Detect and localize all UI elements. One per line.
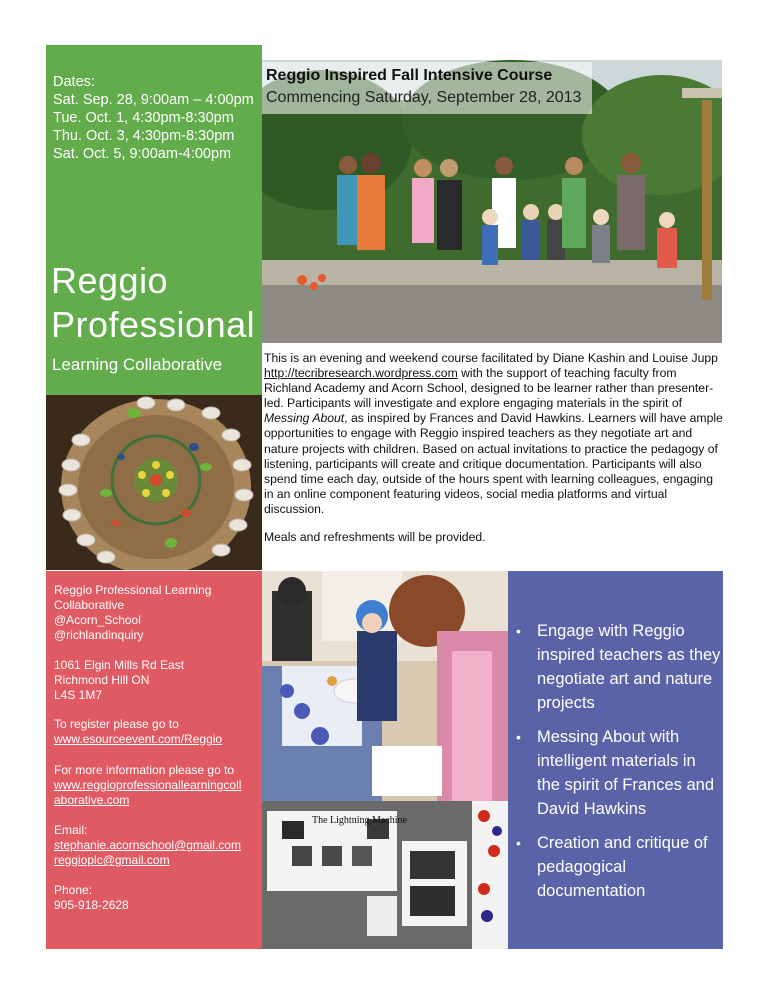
list-item-text: Engage with Reggio inspired teachers as they negotiate art and nature projects: [537, 622, 721, 712]
org-name-line: Reggio Professional Learning: [54, 583, 212, 597]
highlights-list: [516, 619, 721, 913]
mandala-illustration: [46, 395, 262, 570]
info-link-part: aborative.com: [54, 793, 130, 807]
email-link[interactable]: stephanie.acornschool@gmail.com: [54, 838, 241, 852]
address-line: 1061 Elgin Mills Rd East: [54, 658, 185, 672]
more-info: [54, 763, 259, 808]
email-info: [54, 823, 259, 868]
phone-info: [54, 883, 259, 913]
dates-panel: [46, 45, 262, 395]
meals-note: Meals and refreshments will be provided.: [264, 530, 486, 544]
nature-mandala-photo: [46, 395, 262, 570]
org-info: [54, 583, 259, 643]
list-item: [516, 725, 721, 821]
info-link[interactable]: [54, 778, 241, 807]
address-line: L4S 1M7: [54, 688, 103, 702]
date-line: Sat. Oct. 5, 9:00am-4:00pm: [53, 146, 232, 162]
twitter-handle: @richlandinquiry: [54, 628, 144, 642]
description-italic: Messing About: [264, 411, 345, 426]
date-line: Tue. Oct. 1, 4:30pm-8:30pm: [53, 110, 234, 126]
register-info: [54, 717, 259, 747]
date-line: Thu. Oct. 3, 4:30pm-8:30pm: [53, 128, 235, 144]
blog-link[interactable]: http://tecribresearch.wordpress.com: [264, 366, 458, 381]
phone-label: Phone:: [54, 883, 93, 897]
course-description: [264, 351, 724, 517]
title-line-1: Reggio: [51, 260, 169, 301]
address-line: Richmond Hill ON: [54, 673, 150, 687]
description-text: , as inspired by Frances and David Hawkins. Learners will have ample opportunities to engage with Reggio inspired teachers as they negotiate art and nature projects with children. Based on actual invitations to practice the pedagogy of listening, participants will create and critique documentation. Participants will also spend time each day, outside of the hours spent with learning colleagues, engaging in an online component featuring videos, social media platforms and virtual discussion.: [264, 411, 723, 516]
list-item: [516, 619, 721, 715]
board-title: The Lightning Machine: [312, 815, 407, 826]
highlights-panel: [508, 571, 723, 949]
address: [54, 658, 259, 703]
bullet-icon: •: [516, 623, 521, 639]
description-text: This is an evening and weekend course facilitated by Diane Kashin and Louise Jupp: [264, 351, 718, 365]
register-link[interactable]: www.esourceevent.com/Reggio: [54, 732, 223, 746]
light-table-illustration: [262, 571, 508, 801]
title-line-2: Professional: [51, 304, 256, 345]
dates-list: [53, 73, 254, 163]
documentation-board-photo: [262, 801, 508, 949]
contact-panel: [46, 571, 262, 949]
list-item: [516, 831, 721, 903]
email-link[interactable]: reggioplc@gmail.com: [54, 853, 170, 867]
course-title: Reggio Inspired Fall Intensive Course: [266, 67, 553, 84]
register-label: To register please go to: [54, 717, 179, 731]
info-label: For more information please go to: [54, 763, 235, 777]
description-text: with the support of teaching faculty from Richland Academy and Acorn School, designed to be learner rather than presenter-led. Participants will investigate and explore engaging materials in the spirit of: [264, 366, 714, 411]
bullet-icon: •: [516, 835, 521, 851]
light-table-photo: [262, 571, 508, 801]
bullet-icon: •: [516, 729, 521, 745]
dates-heading: Dates:: [53, 74, 95, 90]
phone-number: 905-918-2628: [54, 898, 129, 912]
info-link-part: www.reggioprofessionallearningcoll: [54, 778, 242, 792]
list-item-text: Creation and critique of pedagogical documentation: [537, 834, 708, 900]
email-label: Email:: [54, 823, 88, 837]
list-item-text: Messing About with intelligent materials in the spirit of Frances and David Hawkins: [537, 728, 715, 818]
twitter-handle: @Acorn_School: [54, 613, 141, 627]
page-title: [51, 259, 255, 347]
page-subtitle: Learning Collaborative: [52, 355, 223, 374]
org-name-line: Collaborative: [54, 598, 125, 612]
course-start-date: Commencing Saturday, September 28, 2013: [266, 89, 582, 106]
date-line: Sat. Sep. 28, 9:00am – 4:00pm: [53, 92, 254, 108]
